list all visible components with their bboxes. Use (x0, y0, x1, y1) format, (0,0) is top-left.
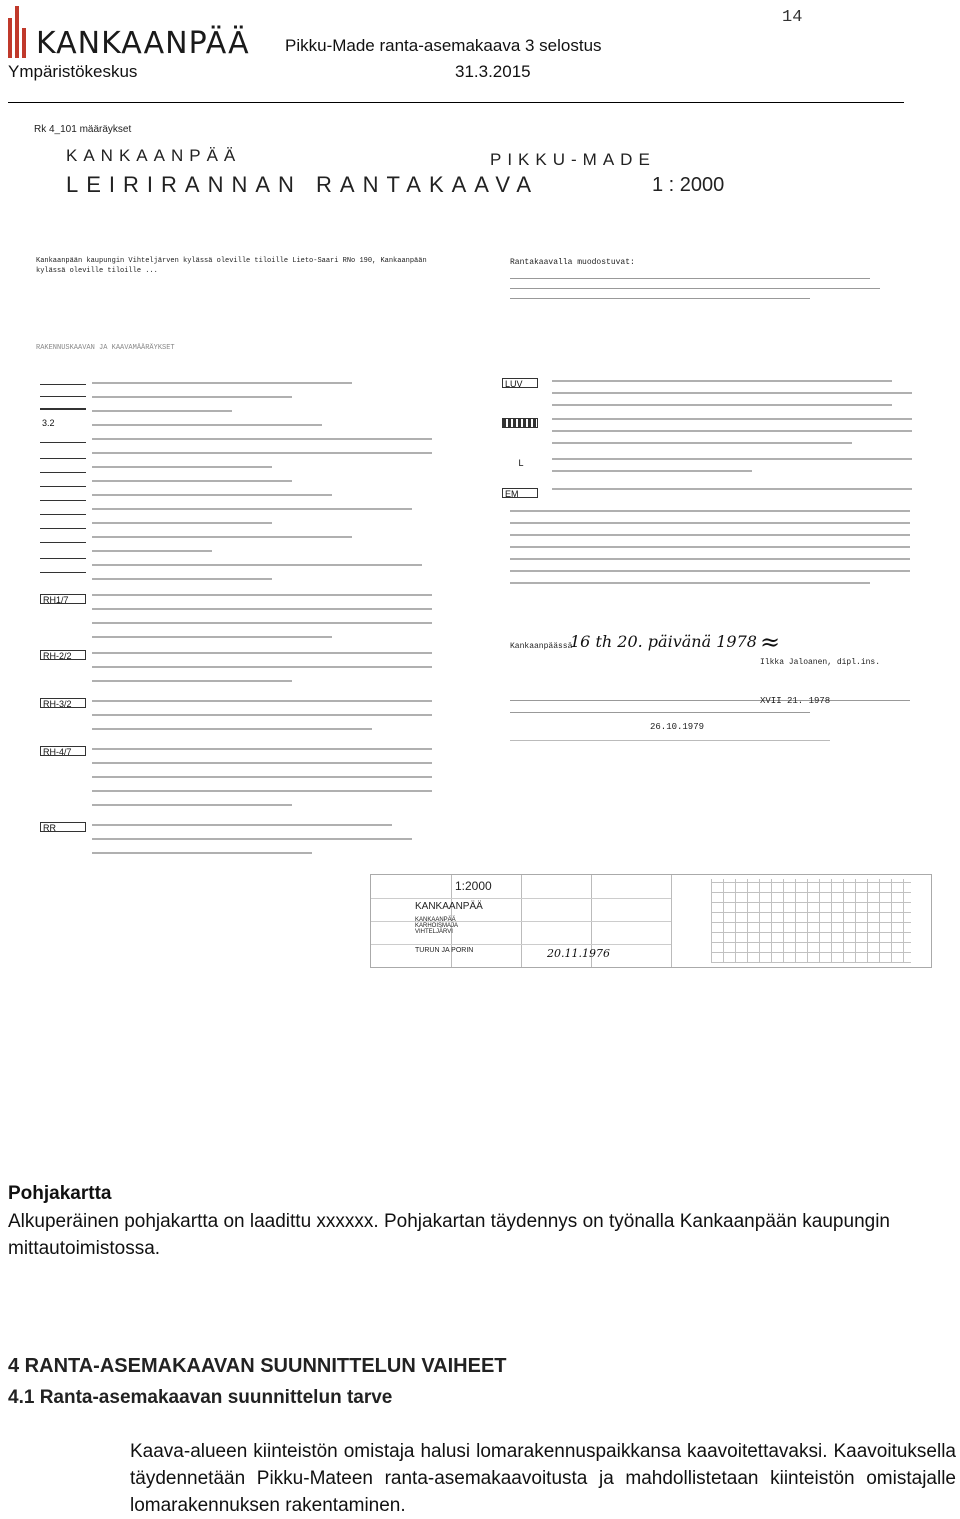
titleblock-date: 20.11.1976 (547, 947, 610, 960)
right-code-3: EM (502, 488, 538, 498)
scan-owners: Kankaanpään kaupungin Vihteljärven kylässä oleville tiloille Lieto-Saari RNo 190, Kankaanpään kylässä oleville tiloille ... (36, 257, 427, 275)
right-code-2: L (518, 458, 524, 468)
scan-scale: 1 : 2000 (652, 174, 725, 196)
scan-ref: Rk 4_101 määräykset (34, 124, 132, 135)
legend-code-4: RH-4/7 (40, 746, 86, 756)
right-code-1 (502, 418, 538, 428)
logo-subtitle: Ympäristökeskus (8, 62, 138, 81)
scan-legend-header: RAKENNUSKAAVAN JA KAAVAMÄÄRÄYKSET (36, 344, 175, 352)
titleblock-town: KANKAANPÄÄ (415, 901, 483, 912)
legend-code-2: RH-2/2 (40, 650, 86, 660)
page-header (0, 0, 960, 110)
section-paragraph: Kaava-alueen kiinteistön omistaja halusi lomarakennuspaikkansa kaavoitettavaksi. Kaavoituksella täydennetään Pikku-Mateen ranta-asemakaavoitusta ja mahdollistetaan kiinteistön omistajalle lomarakennuksen rakentaminen. (130, 1441, 956, 1516)
logo-icon (8, 6, 32, 58)
logo-name: KANKAANPÄÄ (36, 26, 250, 61)
approved-date: XVII 21. 1978 (760, 696, 831, 706)
document-title: Pikku-Made ranta-asemakaava 3 selostus (285, 36, 602, 55)
pohjakartta-heading: Pohjakartta (8, 1183, 112, 1204)
scan-plan-name: LEIRIRANNAN RANTAKAAVA (66, 172, 540, 197)
titleblock-county: TURUN JA PORIN (415, 947, 474, 954)
header-divider (8, 102, 904, 103)
legend-code-5: RR (40, 822, 86, 832)
legend-code-1: RH1/7 (40, 594, 86, 604)
document-date: 31.3.2015 (455, 62, 531, 81)
scan-town: KANKAANPÄÄ (66, 146, 242, 165)
titleblock-place: KANKAANPÄÄ KARHOISMAJA VIHTELJÄRVI (415, 917, 458, 935)
signature-mark: ≈ (760, 628, 781, 656)
signature-place: Kankaanpäässä (510, 642, 573, 651)
legend-code-3: RH-3/2 (40, 698, 86, 708)
titleblock-scale: 1:2000 (455, 879, 492, 893)
scan-muutos-label: Rantakaavalla muodostuvat: (510, 258, 635, 267)
scan-area: PIKKU-MADE (490, 150, 656, 169)
subsection-heading: 4.1 Ranta-asemakaavan suunnittelun tarve (8, 1387, 393, 1408)
signature-date: 16 th 20. päivänä 1978 (570, 632, 757, 651)
pohjakartta-body: Alkuperäinen pohjakartta on laadittu xxxxxx. Pohjakartan täydennys on työnalla Kankaanpään kaupungin mittautoimistossa. (8, 1211, 890, 1259)
page-number: 14 (782, 8, 803, 27)
right-code-0: LUV (502, 378, 538, 388)
section-heading: 4 RANTA-ASEMAKAAVAN SUUNNITTELUN VAIHEET (8, 1355, 507, 1377)
signature-name: Ilkka Jaloanen, dipl.ins. (760, 658, 881, 667)
legend-code-0: 3.2 (42, 418, 55, 428)
stamp-date: 26.10.1979 (650, 722, 705, 732)
title-block (370, 874, 932, 968)
plan-scan-image (0, 112, 960, 1012)
